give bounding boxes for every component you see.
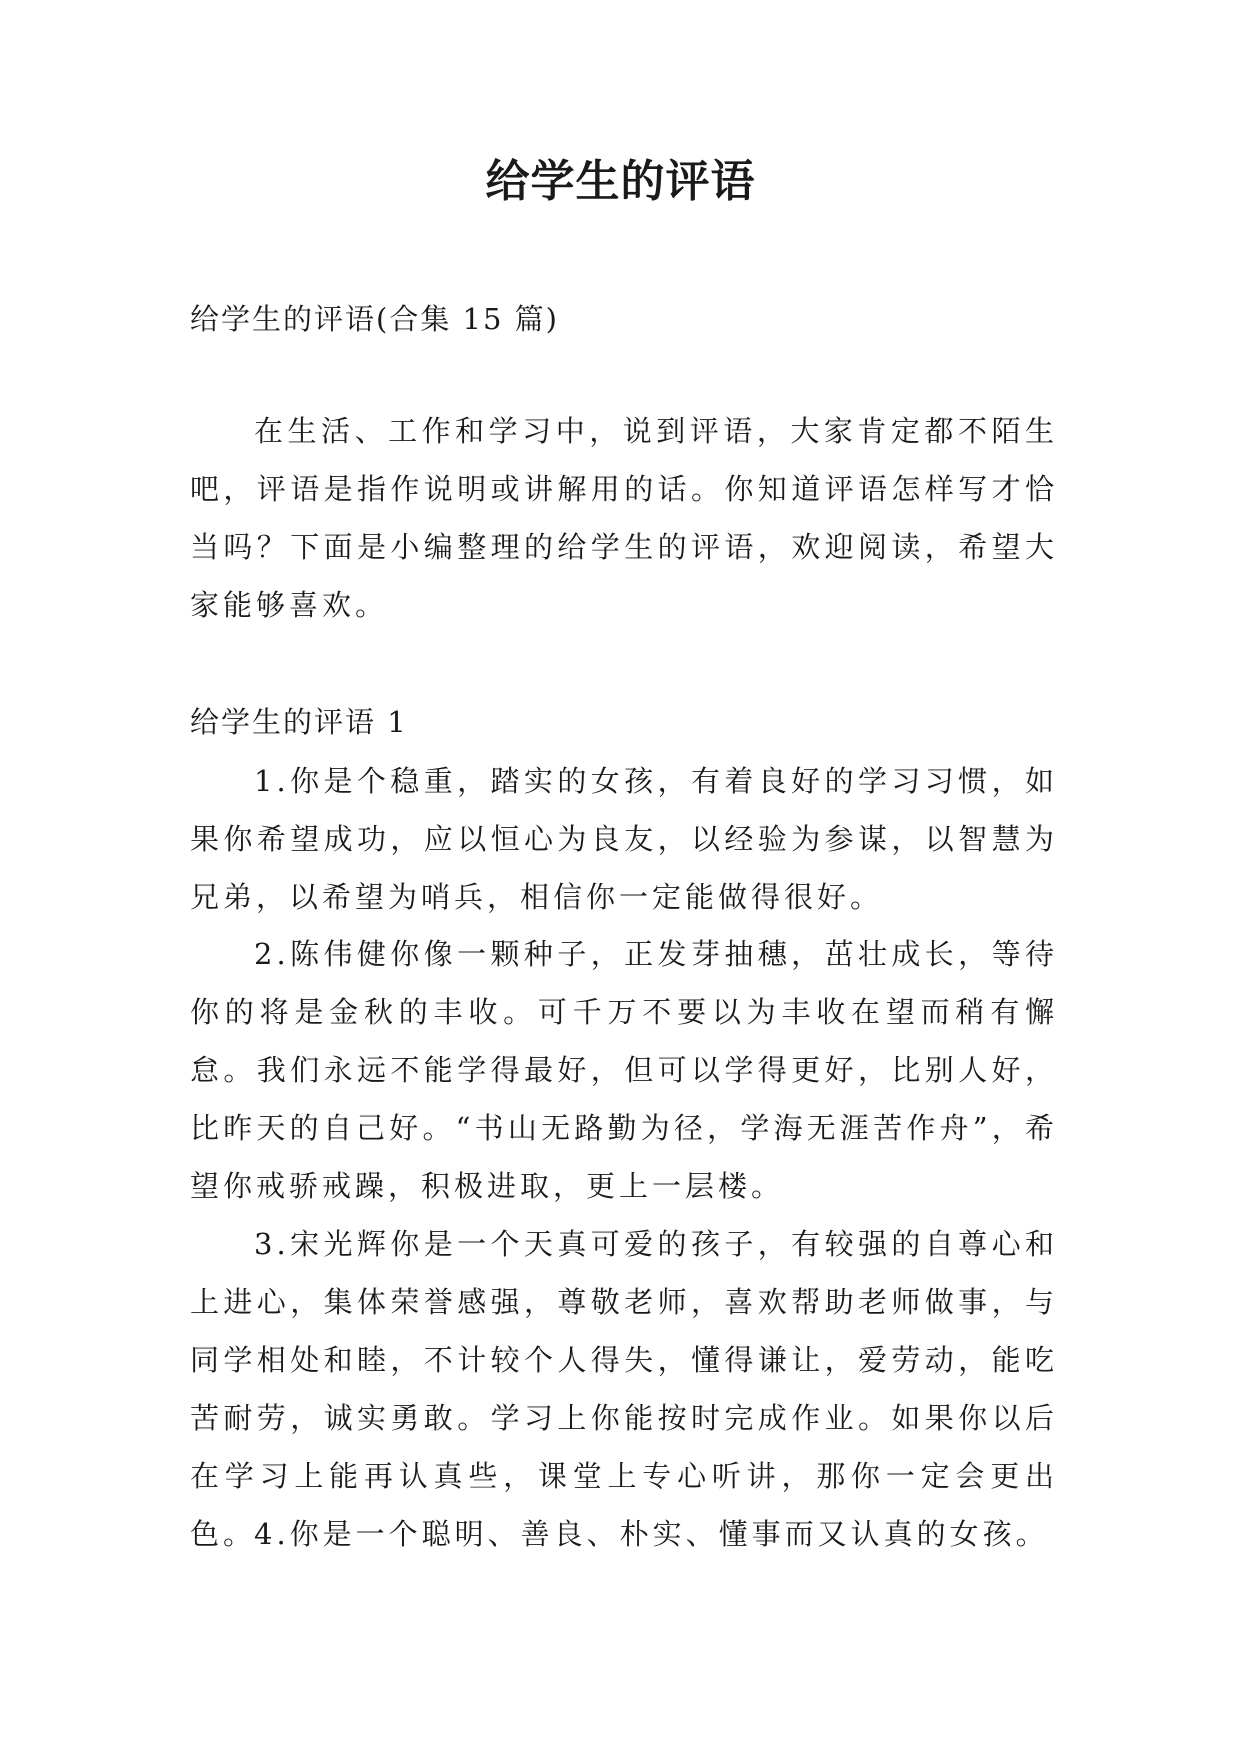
comment-item-1: 1.你是个稳重，踏实的女孩，有着良好的学习习惯，如果你希望成功，应以恒心为良友，以经验为参谋，以智慧为兄弟，以希望为哨兵，相信你一定能做得很好。	[190, 764, 1058, 914]
section-heading: 给学生的评语 1	[190, 705, 408, 739]
document-subtitle: 给学生的评语(合集 15 篇)	[190, 302, 559, 336]
intro-paragraph: 在生活、工作和学习中，说到评语，大家肯定都不陌生吧，评语是指作说明或讲解用的话。你知道评语怎样写才恰当吗？下面是小编整理的给学生的评语，欢迎阅读，希望大家能够喜欢。	[190, 414, 1058, 622]
comment-item-2: 2.陈伟健你像一颗种子，正发芽抽穗，茁壮成长，等待你的将是金秋的丰收。可千万不要以为丰收在望而稍有懈怠。我们永远不能学得最好，但可以学得更好，比别人好，比昨天的自己好。“书山无路勤为径，学海无涯苦作舟”，希望你戒骄戒躁，积极进取，更上一层楼。	[190, 937, 1058, 1203]
comment-item-4: 4.你是一个聪明、善良、朴实、懂事而又认真的女孩。	[254, 1517, 1049, 1551]
page-title: 给学生的评语	[485, 156, 756, 207]
comment-item-3: 3.宋光辉你是一个天真可爱的孩子，有较强的自尊心和上进心，集体荣誉感强，尊敬老师，喜欢帮助老师做事，与同学相处和睦，不计较个人得失，懂得谦让，爱劳动，能吃苦耐劳，诚实勇敢。学习上你能按时完成作业。如果你以后在学习上能再认真些，课堂上专心听讲，那你一定会更出色。	[190, 1227, 1058, 1551]
